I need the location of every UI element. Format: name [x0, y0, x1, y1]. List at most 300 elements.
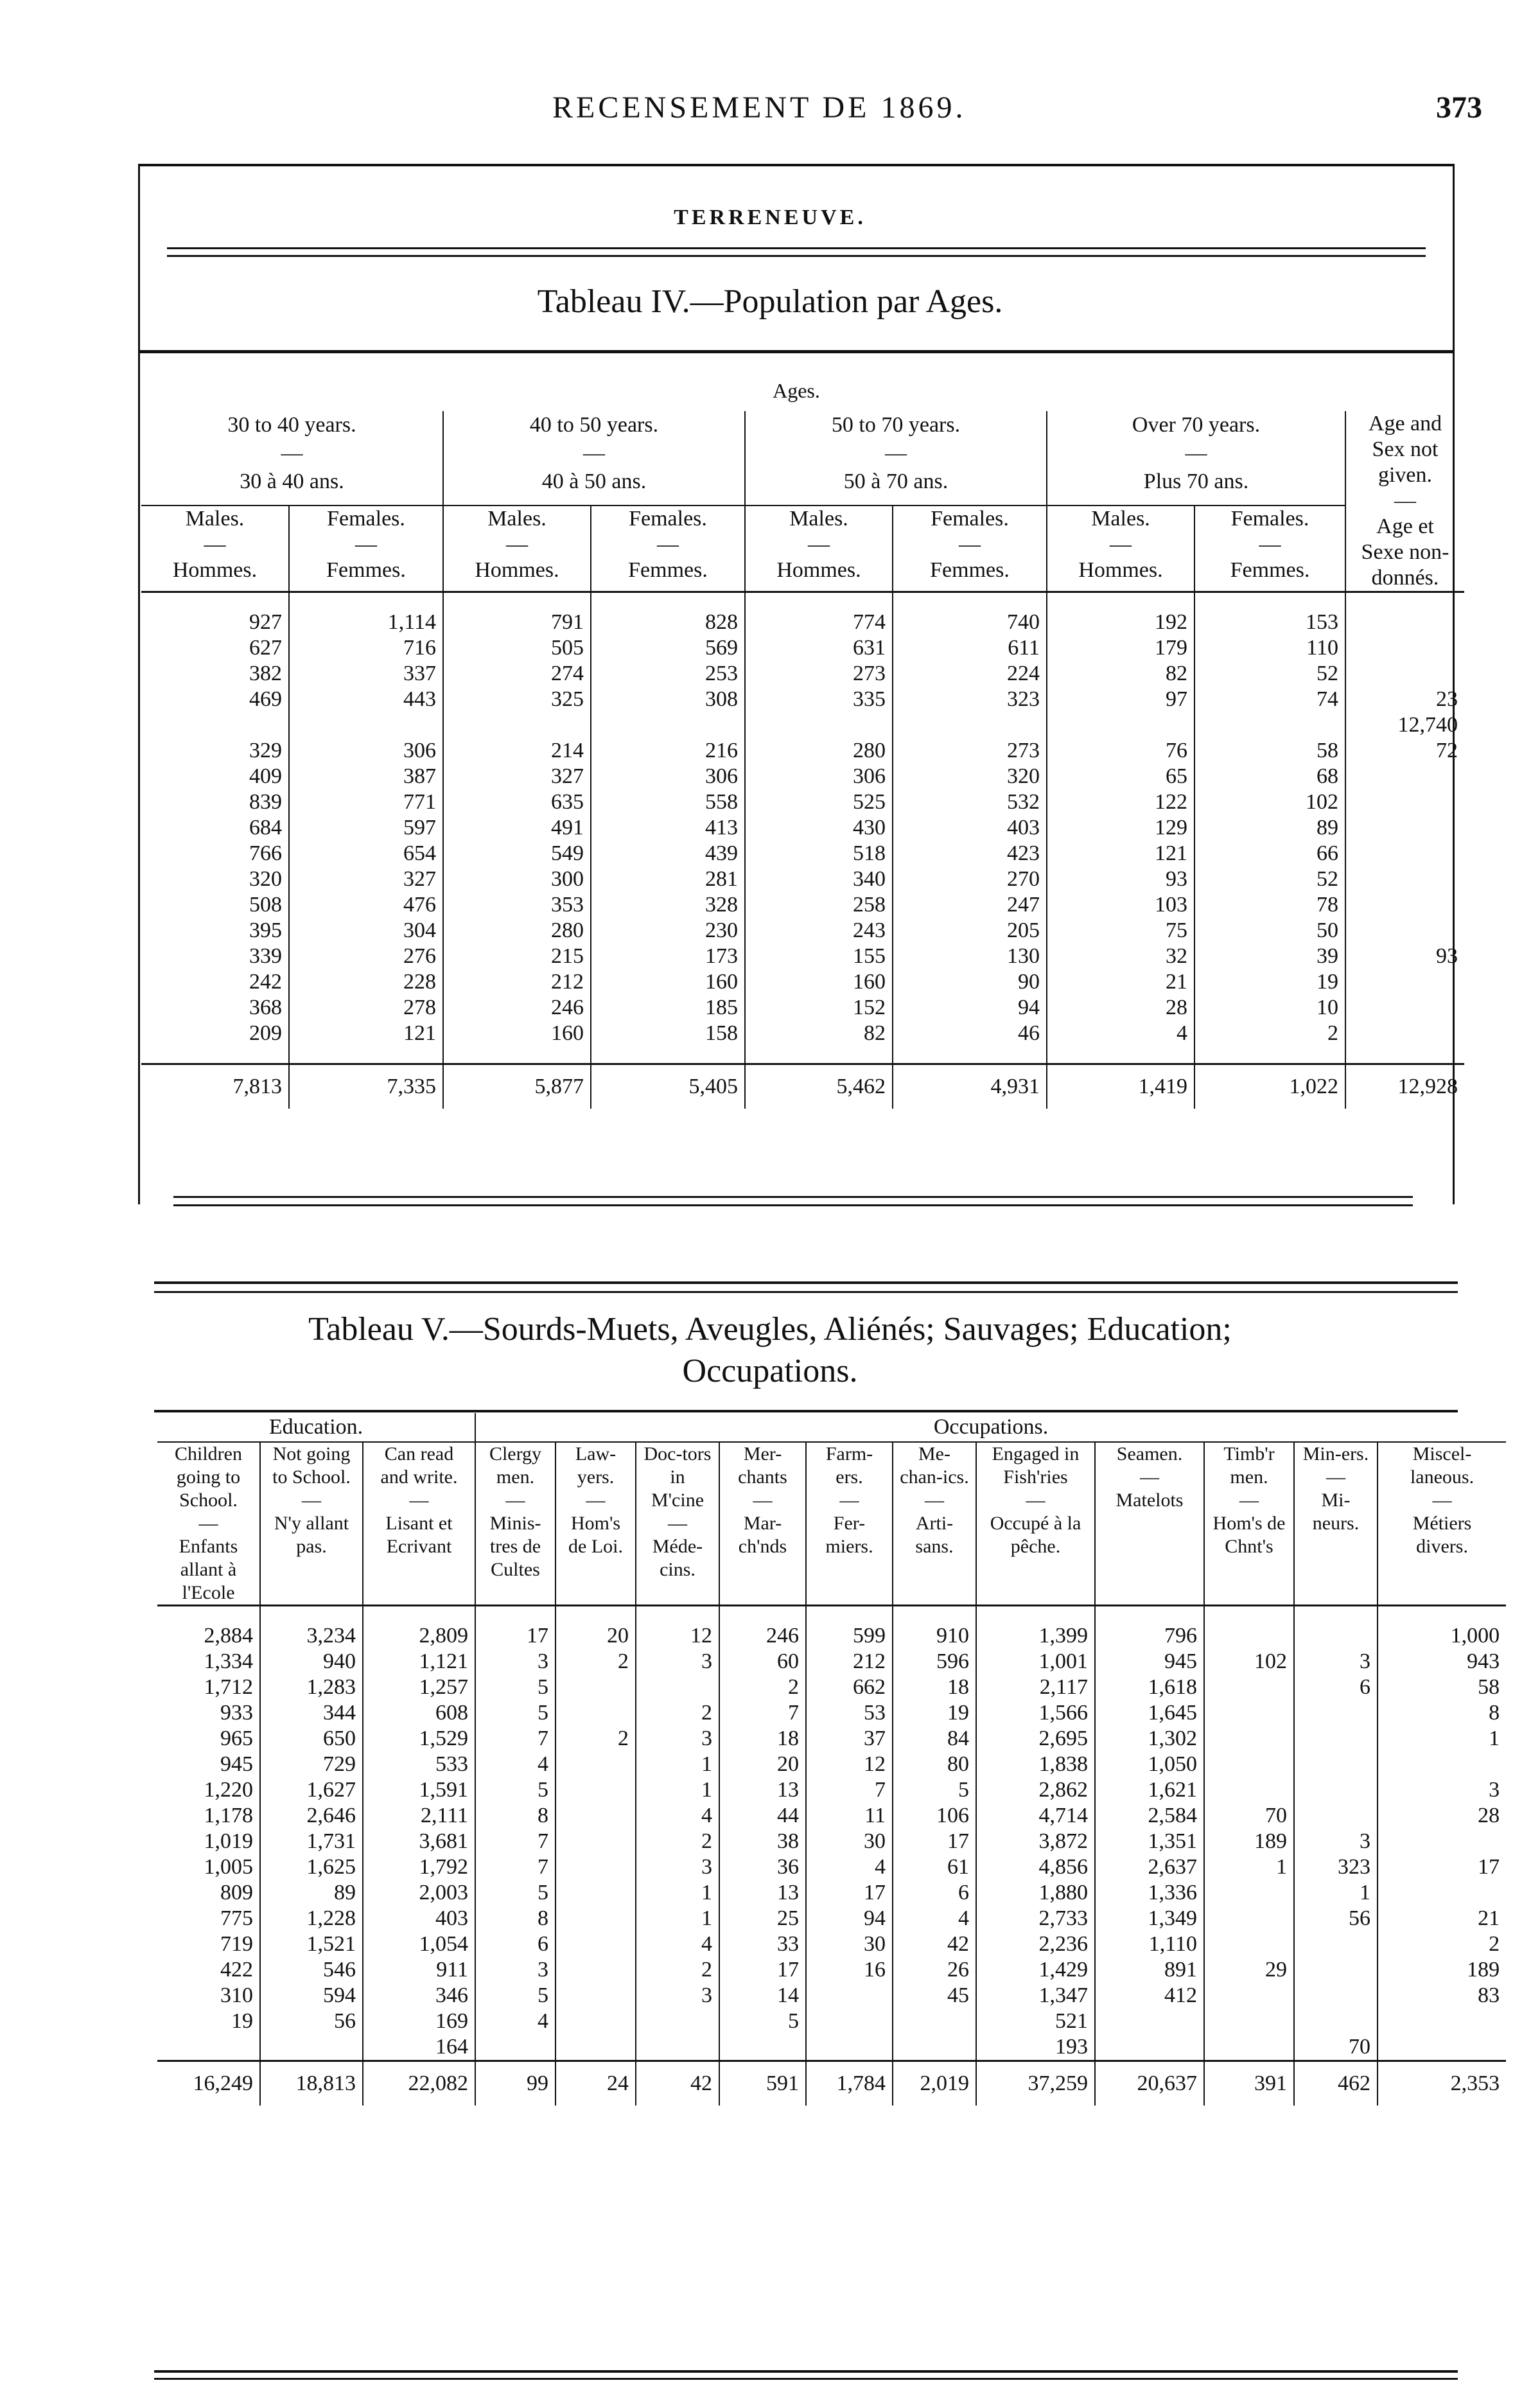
table-cell: 280	[443, 918, 591, 944]
table-cell: 1,054	[363, 1931, 475, 1957]
table-cell: 3	[475, 1649, 556, 1675]
spacer-row	[141, 592, 1464, 610]
column-header-fr: Occupé à la pêche.	[990, 1513, 1081, 1557]
table-row	[141, 1021, 1464, 1046]
column-header-en: Clergy men.	[489, 1443, 542, 1488]
table-cell: 911	[363, 1957, 475, 1983]
table-cell: 7	[806, 1777, 893, 1803]
table-cell: 1,347	[976, 1983, 1095, 2009]
dash: —	[1140, 1466, 1159, 1488]
running-head	[0, 90, 1540, 128]
total-cell: 16,249	[157, 2061, 260, 2106]
table-cell: 387	[289, 764, 443, 789]
table-cell: 253	[591, 661, 745, 687]
column-header	[719, 1442, 806, 1606]
table-cell: 78	[1194, 892, 1345, 918]
table-cell: 518	[745, 841, 893, 866]
province-title: TERRENEUVE.	[674, 206, 866, 229]
table-row	[141, 866, 1464, 892]
table-cell: 2,117	[976, 1675, 1095, 1700]
column-header-en: Mer-chants	[738, 1443, 787, 1488]
table-cell: 339	[249, 944, 282, 968]
table-cell: 152	[745, 995, 893, 1021]
table-cell	[556, 1854, 636, 1880]
males-en: Males.	[789, 506, 848, 531]
table-cell: 549	[443, 841, 591, 866]
table-cell: 940	[260, 1649, 363, 1675]
table-cell: 1,302	[1095, 1726, 1204, 1752]
females-fr: Femmes.	[326, 558, 406, 582]
table-cell: 839	[249, 790, 282, 814]
table-cell	[1345, 764, 1464, 789]
table-cell: 340	[745, 866, 893, 892]
column-header	[636, 1442, 719, 1606]
table-cell: 52	[1194, 866, 1345, 892]
table-cell: 280	[745, 738, 893, 764]
dash: —	[1239, 1490, 1259, 1511]
table-cell	[1345, 635, 1464, 661]
spacer-cell	[556, 1606, 636, 1624]
table-cell: 3,681	[363, 1829, 475, 1854]
table-cell: 1,621	[1095, 1777, 1204, 1803]
table-cell: 56	[260, 2009, 363, 2034]
table-cell: 160	[745, 969, 893, 995]
table-cell: 337	[289, 661, 443, 687]
table-row	[141, 661, 1464, 687]
table-cell: 533	[363, 1752, 475, 1777]
column-header	[1204, 1442, 1294, 1606]
males-en: Males.	[185, 506, 245, 531]
table-cell: 791	[443, 610, 591, 635]
table-cell: 599	[806, 1623, 893, 1649]
spacer-cell	[141, 1046, 289, 1064]
table-cell: 469	[249, 687, 282, 711]
table-cell: 61	[893, 1854, 976, 1880]
females-fr: Femmes.	[1230, 558, 1310, 582]
table-cell: 11	[806, 1803, 893, 1829]
table-cell: 8	[475, 1803, 556, 1829]
table4-title: Tableau IV.—Population par Ages.	[537, 283, 1003, 320]
table-row	[141, 712, 1464, 738]
table-cell: 193	[976, 2034, 1095, 2061]
table-row	[141, 738, 1464, 764]
table-cell: 430	[745, 815, 893, 841]
table-cell	[1204, 1675, 1294, 1700]
table-cell	[443, 712, 591, 738]
males-header: Males. — Hommes.	[443, 506, 591, 592]
table-cell	[475, 2034, 556, 2061]
table-cell: 5	[475, 1700, 556, 1726]
group-over-70-fr: Plus 70 ans.	[1143, 470, 1249, 493]
table-cell: 83	[1378, 1983, 1506, 2009]
spacer-cell	[443, 1046, 591, 1064]
table-cell: 1,618	[1095, 1675, 1204, 1700]
spacer-cell	[1095, 1606, 1204, 1624]
table-cell	[636, 2009, 719, 2034]
table-cell: 927	[249, 610, 282, 634]
table-cell: 611	[893, 635, 1047, 661]
table-cell: 3,872	[976, 1829, 1095, 1854]
table-cell	[556, 1829, 636, 1854]
table-row	[157, 1777, 1506, 1803]
table-cell: 103	[1047, 892, 1194, 918]
group-30-40-fr: 30 à 40 ans.	[240, 470, 344, 493]
table-cell: 274	[443, 661, 591, 687]
table-cell: 771	[289, 789, 443, 815]
table-cell: 32	[1047, 944, 1194, 969]
table-cell: 569	[591, 635, 745, 661]
table-cell: 228	[289, 969, 443, 995]
table-cell	[745, 712, 893, 738]
table-cell: 2,003	[363, 1880, 475, 1906]
not-given-en: Age and Sex not given.	[1368, 412, 1442, 487]
column-header-en: Farm-ers.	[825, 1443, 873, 1488]
spacer-cell	[1345, 592, 1464, 610]
table-cell: 13	[719, 1880, 806, 1906]
table-cell: 1,283	[260, 1675, 363, 1700]
dash: —	[668, 1513, 687, 1534]
table-cell: 68	[1194, 764, 1345, 789]
dash: —	[505, 1490, 525, 1511]
table-cell	[1294, 1623, 1378, 1649]
table-cell: 3	[1294, 1649, 1378, 1675]
males-header: Males. — Hommes.	[745, 506, 893, 592]
ages-label: Ages.	[773, 379, 820, 402]
spacer-cell	[745, 1046, 893, 1064]
table-row	[157, 1700, 1506, 1726]
group-50-70-fr: 50 à 70 ans.	[843, 470, 949, 493]
table-cell: 684	[249, 816, 282, 840]
table-cell: 19	[893, 1700, 976, 1726]
table-cell: 505	[443, 635, 591, 661]
table-cell: 2	[719, 1675, 806, 1700]
table-row	[141, 687, 1464, 712]
table-cell: 1,257	[363, 1675, 475, 1700]
table-row	[157, 1983, 1506, 2009]
table-cell	[1204, 1931, 1294, 1957]
females-fr: Femmes.	[628, 558, 708, 582]
column-header	[475, 1442, 556, 1606]
table-row	[141, 815, 1464, 841]
table-cell: 65	[1047, 764, 1194, 789]
table-row	[141, 841, 1464, 866]
table-row	[141, 789, 1464, 815]
table-cell: 12	[636, 1623, 719, 1649]
table-cell: 3	[475, 1957, 556, 1983]
table-cell: 766	[249, 841, 282, 865]
table-cell: 75	[1047, 918, 1194, 944]
group-over-70	[1047, 411, 1345, 506]
table-cell: 7	[475, 1726, 556, 1752]
table-cell: 23	[1345, 687, 1464, 712]
table-cell: 327	[443, 764, 591, 789]
table-row	[141, 944, 1464, 969]
table-cell	[1204, 1880, 1294, 1906]
table-cell: 1	[1378, 1726, 1506, 1752]
table-cell: 2,584	[1095, 1803, 1204, 1829]
table-cell: 4	[636, 1803, 719, 1829]
table-row	[157, 1931, 1506, 1957]
table-cell: 1,731	[260, 1829, 363, 1854]
table-cell	[1294, 1803, 1378, 1829]
table-cell: 129	[1047, 815, 1194, 841]
table-cell: 46	[893, 1021, 1047, 1046]
table-cell: 82	[745, 1021, 893, 1046]
table-cell	[1204, 1752, 1294, 1777]
table-cell: 774	[745, 610, 893, 635]
table-cell: 8	[1378, 1700, 1506, 1726]
table-cell: 1,880	[976, 1880, 1095, 1906]
table-cell: 5	[719, 2009, 806, 2034]
spacer-cell	[591, 1046, 745, 1064]
group-40-50	[443, 411, 745, 506]
table-cell	[1294, 1700, 1378, 1726]
group-40-50-en: 40 to 50 years.	[529, 413, 659, 437]
total-cell: 42	[636, 2061, 719, 2106]
table-cell: 558	[591, 789, 745, 815]
table-cell: 39	[1194, 944, 1345, 969]
table-cell: 50	[1194, 918, 1345, 944]
table-cell: 933	[220, 1701, 253, 1725]
table-cell: 102	[1204, 1649, 1294, 1675]
dash: —	[925, 1490, 944, 1511]
table-cell: 5	[475, 1983, 556, 2009]
total-cell: 1,022	[1194, 1064, 1345, 1109]
column-header-fr: Méde-cins.	[652, 1536, 703, 1580]
dash: —	[839, 1490, 859, 1511]
table-cell: 84	[893, 1726, 976, 1752]
table-cell: 596	[893, 1649, 976, 1675]
table-cell: 3	[636, 1983, 719, 2009]
table-cell: 4	[475, 2009, 556, 2034]
dash: —	[302, 1490, 321, 1511]
table-cell: 89	[260, 1880, 363, 1906]
table-cell	[1204, 1906, 1294, 1931]
spacer-cell	[363, 1606, 475, 1624]
table-cell: 7	[475, 1829, 556, 1854]
table-cell: 12	[806, 1752, 893, 1777]
table-cell	[1378, 1829, 1506, 1854]
spacer-cell	[475, 1606, 556, 1624]
table-cell: 74	[1194, 687, 1345, 712]
table-cell: 729	[260, 1752, 363, 1777]
table5-body	[157, 1606, 1506, 2106]
total-cell: 5,462	[745, 1064, 893, 1109]
table-cell: 1	[1294, 1880, 1378, 1906]
dash: —	[1394, 489, 1417, 513]
table-cell: 945	[220, 1752, 253, 1776]
table-cell	[1204, 1777, 1294, 1803]
table-cell: 395	[249, 919, 282, 942]
table-cell: 122	[1047, 789, 1194, 815]
table-cell	[1345, 918, 1464, 944]
column-header-fr: Minis-tres de Cultes	[489, 1513, 541, 1580]
table-cell: 6	[1294, 1675, 1378, 1700]
females-en: Females.	[931, 506, 1009, 531]
total-cell: 12,928	[1345, 1064, 1464, 1109]
females-header: Females. — Femmes.	[289, 506, 443, 592]
table-cell: 173	[591, 944, 745, 969]
running-title: RECENSEMENT DE 1869.	[552, 91, 967, 125]
table-cell	[556, 2009, 636, 2034]
table-cell: 30	[806, 1931, 893, 1957]
dash: —	[583, 441, 605, 465]
column-header-fr: Arti-sans.	[915, 1513, 954, 1557]
table-cell: 247	[893, 892, 1047, 918]
table-cell: 179	[1047, 635, 1194, 661]
table-cell: 158	[591, 1021, 745, 1046]
top-rule	[138, 164, 1455, 166]
table-cell	[1204, 1700, 1294, 1726]
table-cell: 2,111	[363, 1803, 475, 1829]
table5-title-line2: Occupations.	[682, 1353, 858, 1389]
table-cell	[591, 712, 745, 738]
table-cell: 1,336	[1095, 1880, 1204, 1906]
table-row	[157, 1726, 1506, 1752]
table4-end-rule-2	[173, 1204, 1413, 1206]
table-cell: 21	[1378, 1906, 1506, 1931]
table-cell: 93	[1047, 866, 1194, 892]
table-cell: 382	[249, 662, 282, 685]
table-cell	[1345, 841, 1464, 866]
dash: —	[1432, 1490, 1452, 1511]
table-cell: 121	[1047, 841, 1194, 866]
table-cell	[893, 2009, 976, 2034]
table-cell: 1,050	[1095, 1752, 1204, 1777]
females-header: Females. — Femmes.	[893, 506, 1047, 592]
table-cell: 650	[260, 1726, 363, 1752]
table-cell: 89	[1194, 815, 1345, 841]
column-header-en: Children going to School.	[175, 1443, 242, 1511]
table-cell: 93	[1345, 944, 1464, 969]
table-cell	[1378, 2034, 1506, 2061]
total-cell: 18,813	[260, 2061, 363, 2106]
table5-grid	[157, 1413, 1506, 2106]
table-cell	[1294, 2009, 1378, 2034]
table-cell: 716	[289, 635, 443, 661]
table-cell: 1,625	[260, 1854, 363, 1880]
table-cell: 828	[591, 610, 745, 635]
group-50-70	[745, 411, 1047, 506]
table-cell: 719	[220, 1932, 253, 1956]
table5-end-rule-2	[154, 2378, 1458, 2380]
table-cell	[1345, 815, 1464, 841]
table-cell: 224	[893, 661, 1047, 687]
table-cell: 1	[636, 1777, 719, 1803]
total-cell: 22,082	[363, 2061, 475, 2106]
column-header-fr: Métiers divers.	[1412, 1513, 1472, 1557]
table-cell: 106	[893, 1803, 976, 1829]
table-cell: 306	[745, 764, 893, 789]
table-cell: 608	[363, 1700, 475, 1726]
table-cell: 36	[719, 1854, 806, 1880]
table-cell	[1294, 1726, 1378, 1752]
table-cell: 155	[745, 944, 893, 969]
table-cell: 1	[636, 1906, 719, 1931]
table-row	[141, 635, 1464, 661]
table-cell: 205	[893, 918, 1047, 944]
table-cell: 18	[893, 1675, 976, 1700]
spacer-cell	[1294, 1606, 1378, 1624]
column-header-en: Min-ers.	[1302, 1443, 1369, 1464]
not-given-header	[1345, 411, 1464, 592]
table4-end-rule-1	[173, 1196, 1413, 1198]
table-cell	[1294, 1957, 1378, 1983]
table-cell: 409	[249, 764, 282, 788]
column-header-fr: Lisant et Ecrivant	[385, 1513, 453, 1557]
table-cell: 2	[636, 1957, 719, 1983]
table-cell: 212	[806, 1649, 893, 1675]
females-en: Females.	[1230, 506, 1309, 531]
table-cell: 42	[893, 1931, 976, 1957]
table-cell: 2,695	[976, 1726, 1095, 1752]
table-cell: 189	[1378, 1957, 1506, 1983]
total-cell: 24	[556, 2061, 636, 2106]
table-cell: 1,349	[1095, 1906, 1204, 1931]
table-cell: 403	[893, 815, 1047, 841]
double-rule-1	[167, 247, 1426, 249]
total-cell: 5,405	[591, 1064, 745, 1109]
table-cell	[289, 712, 443, 738]
dash: —	[885, 441, 907, 465]
table-cell	[1204, 2034, 1294, 2061]
total-cell: 1,419	[1047, 1064, 1194, 1109]
table-cell: 273	[893, 738, 1047, 764]
dash: —	[586, 1490, 606, 1511]
table-cell: 72	[1345, 738, 1464, 764]
table-cell: 20	[556, 1623, 636, 1649]
group-50-70-en: 50 to 70 years.	[831, 413, 961, 437]
females-en: Females.	[629, 506, 707, 531]
total-cell: 2,353	[1378, 2061, 1506, 2106]
males-header: Males. — Hommes.	[141, 506, 289, 592]
table-cell: 2	[1194, 1021, 1345, 1046]
table-cell: 70	[1294, 2034, 1378, 2061]
table-cell: 325	[443, 687, 591, 712]
table-cell: 329	[249, 739, 282, 762]
table-cell: 38	[719, 1829, 806, 1854]
page-number: 373	[1436, 91, 1482, 125]
table-cell: 215	[443, 944, 591, 969]
table-cell: 52	[1194, 661, 1345, 687]
males-en: Males.	[1091, 506, 1150, 531]
table-row	[157, 1854, 1506, 1880]
occupations-header: Occupations.	[475, 1413, 1506, 1442]
table-cell	[806, 1983, 893, 2009]
dash: —	[1026, 1490, 1046, 1511]
table-cell: 3	[636, 1649, 719, 1675]
table-cell	[1345, 789, 1464, 815]
table-cell	[1345, 866, 1464, 892]
table-cell	[893, 712, 1047, 738]
table-cell	[893, 2034, 976, 2061]
table-cell: 1,178	[204, 1804, 253, 1827]
table-cell: 413	[591, 815, 745, 841]
table-cell: 21	[1047, 969, 1194, 995]
table-cell: 306	[289, 738, 443, 764]
females-header: Females. — Femmes.	[1194, 506, 1345, 592]
table-cell: 45	[893, 1983, 976, 2009]
table-cell: 4,714	[976, 1803, 1095, 1829]
table-cell: 910	[893, 1623, 976, 1649]
table-cell: 809	[220, 1881, 253, 1904]
table-cell: 12,740	[1345, 712, 1464, 738]
table-cell	[1194, 712, 1345, 738]
males-fr: Hommes.	[475, 558, 559, 582]
spacer-cell	[591, 592, 745, 610]
table-cell	[556, 1880, 636, 1906]
males-fr: Hommes.	[1078, 558, 1163, 582]
